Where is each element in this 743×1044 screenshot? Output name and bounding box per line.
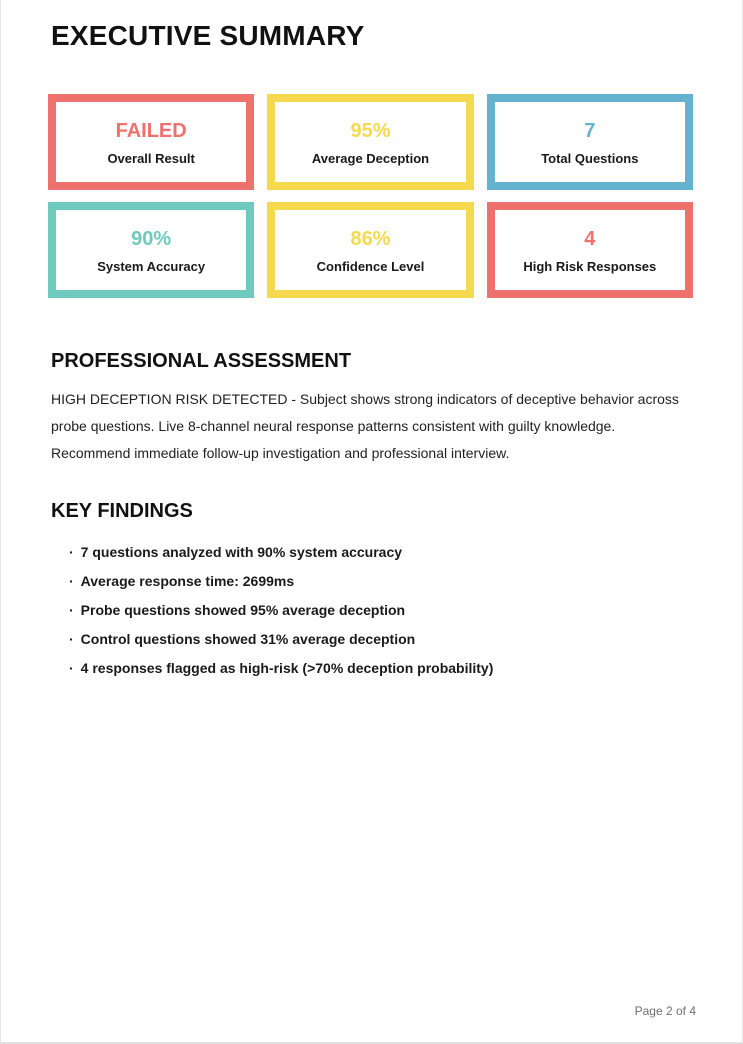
- key-finding-item: · Control questions showed 31% average deception: [69, 631, 693, 648]
- stat-card-value: 86%: [350, 228, 391, 250]
- stat-card-value: FAILED: [115, 120, 187, 142]
- key-finding-item: · 7 questions analyzed with 90% system accuracy: [69, 544, 693, 561]
- stat-card-label: Overall Result: [107, 151, 195, 166]
- key-finding-item: · Probe questions showed 95% average deception: [69, 602, 693, 619]
- stat-card-confidence-level: [267, 202, 473, 298]
- stat-card-label: Total Questions: [541, 151, 639, 166]
- stat-card-average-deception: [267, 94, 473, 190]
- key-finding-item: · Average response time: 2699ms: [69, 573, 693, 590]
- page-title: EXECUTIVE SUMMARY: [51, 20, 365, 51]
- summary-stats-grid: [48, 94, 693, 298]
- stat-card-total-questions: [487, 94, 693, 190]
- professional-assessment-heading: PROFESSIONAL ASSESSMENT: [51, 350, 352, 372]
- professional-assessment-body: HIGH DECEPTION RISK DETECTED - Subject shows strong indicators of deceptive behavior across probe questions. Live 8-channel neural response patterns consistent with guilty knowledge. Recommend immediate follow-up investigation and professional interview.: [51, 391, 679, 461]
- stat-card-overall-result: [48, 94, 254, 190]
- stat-card-value: 95%: [350, 120, 391, 142]
- stat-card-label: System Accuracy: [97, 259, 206, 274]
- stat-card-system-accuracy: [48, 202, 254, 298]
- stat-card-label: Average Deception: [311, 151, 430, 166]
- key-findings-heading: KEY FINDINGS: [51, 500, 193, 522]
- stat-card-value: 7: [584, 120, 596, 142]
- key-findings-list: [69, 544, 693, 677]
- stat-card-label: High Risk Responses: [523, 259, 657, 274]
- stat-card-high-risk-responses: [487, 202, 693, 298]
- stat-card-value: 4: [584, 228, 596, 250]
- stat-card-value: 90%: [131, 228, 172, 250]
- key-finding-item: · 4 responses flagged as high-risk (>70% deception probability): [69, 660, 693, 677]
- page-number: Page 2 of 4: [634, 1004, 696, 1018]
- stat-card-label: Confidence Level: [316, 259, 425, 274]
